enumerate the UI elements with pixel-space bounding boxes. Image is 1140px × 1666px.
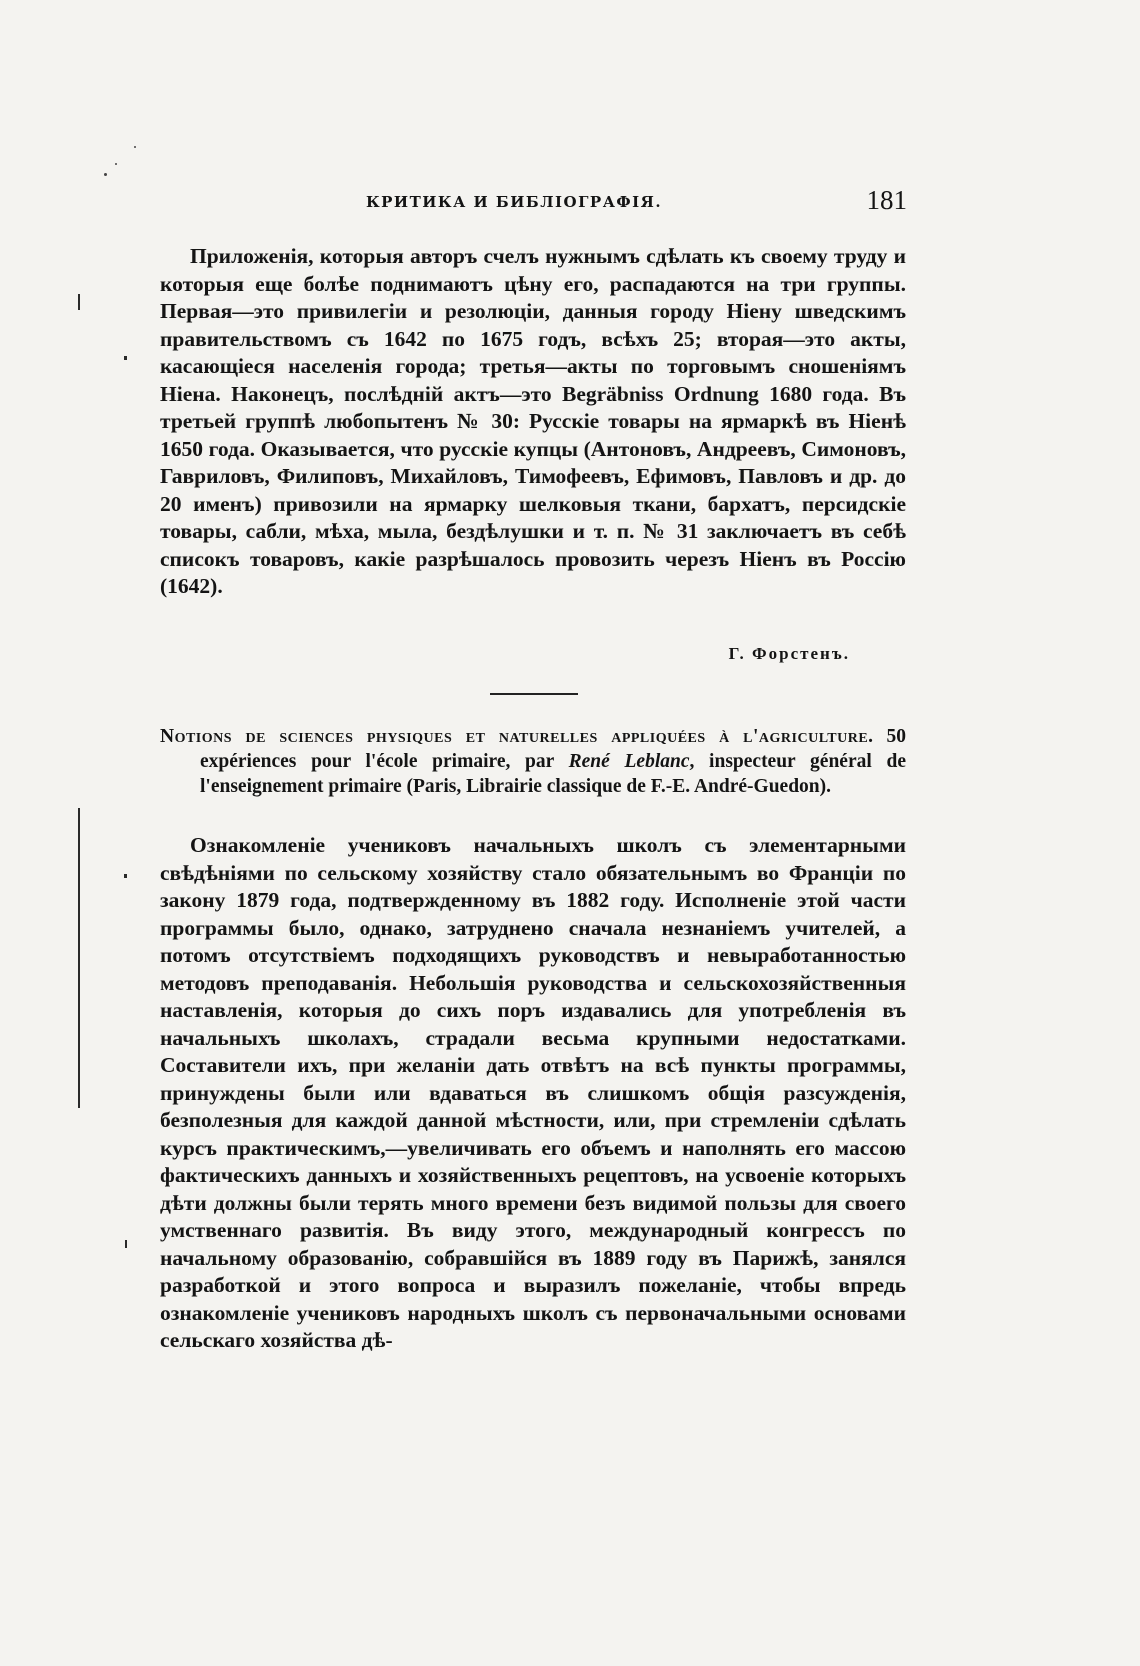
page-number: 181 (866, 185, 907, 215)
review-paragraph: Приложенія, которыя авторъ счелъ нужнымъ сдѣлать къ своему труду и которыя еще болѣе поднимаютъ цѣну его, распадаются на три группы. Первая—это привилегіи и резолюціи, данныя городу Ніену шведскимъ правительствомъ съ 1642 по 1675 годъ, всѣхъ 25; вторая—это акты, касающіеся населенія города; третья—акты по торговымъ сношеніямъ Ніена. Наконецъ, послѣдній актъ—это Begräbniss Ordnung 1680 года. Въ третьей группѣ любопытенъ № 30: Русскіе товары на ярмаркѣ въ Ніенѣ 1650 года. Оказывается, что русскіе купцы (Антоновъ, Андреевъ, Симоновъ, Гавриловъ, Филиповъ, Михайловъ, Тимофеевъ, Ефимовъ, Павловъ и др. до 20 именъ) привозили на ярмарку шелковыя ткани, бархатъ, персидскіе товары, сабли, мѣха, мыла, бездѣлушки и т. п. № 31 заключаетъ въ себѣ списокъ товаровъ, какіе разрѣшалось провозить черезъ Ніенъ въ Россію (1642). (160, 244, 906, 598)
section-divider (490, 693, 578, 695)
running-head: КРИТИКА И БИБЛІОГРАФІЯ. (366, 193, 663, 211)
margin-mark (124, 874, 127, 878)
paper-speck (104, 173, 107, 176)
reviewer-signature: Г. Форстенъ. (728, 644, 850, 663)
margin-mark (124, 356, 127, 360)
paper-speck (134, 146, 136, 148)
review-paragraph: Ознакомленіе учениковъ начальныхъ школъ съ элементарными свѣдѣніями по сельскому хозяйству стало обязательнымъ во Франціи по закону 1879 года, подтвержденному въ 1882 году. Исполненіе этой части программы было, однако, затруднено сначала незнаніемъ учителей, а потомъ отсутствіемъ подходящихъ руководствъ и невыработанностью методовъ преподаванія. Небольшія руководства и сельскохозяйственныя наставленія, которыя до сихъ поръ издавались для употребленія въ начальныхъ школахъ, страдали весьма крупными недостатками. Составители ихъ, при желаніи дать отвѣтъ на всѣ пункты программы, принуждены были или вдаваться въ слишкомъ общія разсужденія, безполезныя для каждой данной мѣстности, или, при стремленіи сдѣлать курсъ практическимъ,—увеличивать его объемъ и наполнять его массою фактическихъ данныхъ и хозяйственныхъ рецептовъ, на усвоеніе которыхъ дѣти должны были терять много времени безъ видимой пользы для своего умственнаго развитія. Въ виду этого, международный конгрессъ по начальному образованію, собравшійся въ 1889 году въ Парижѣ, занялся разработкой и этого вопроса и выразилъ пожеланіе, чтобы впредь ознакомленіе учениковъ народныхъ школъ съ первоначальными основами сельскаго хозяйства дѣ- (160, 833, 906, 1352)
margin-mark (78, 808, 80, 1108)
paper-speck (115, 163, 117, 165)
book-title: Notions de sciences physiques et naturelles appliquées à l'agriculture. (160, 726, 874, 747)
book-subtitle: 50 expériences pour l'école primaire, par (200, 726, 906, 772)
page-header (192, 185, 907, 221)
book-details: , inspecteur général de l'enseignement primaire (Paris, Librairie classique de F.-E. André-Guedon). (200, 751, 906, 797)
bibliography-entry (160, 724, 906, 799)
book-author: René Leblanc (568, 751, 690, 772)
margin-mark (78, 294, 80, 310)
margin-mark (125, 1240, 127, 1248)
